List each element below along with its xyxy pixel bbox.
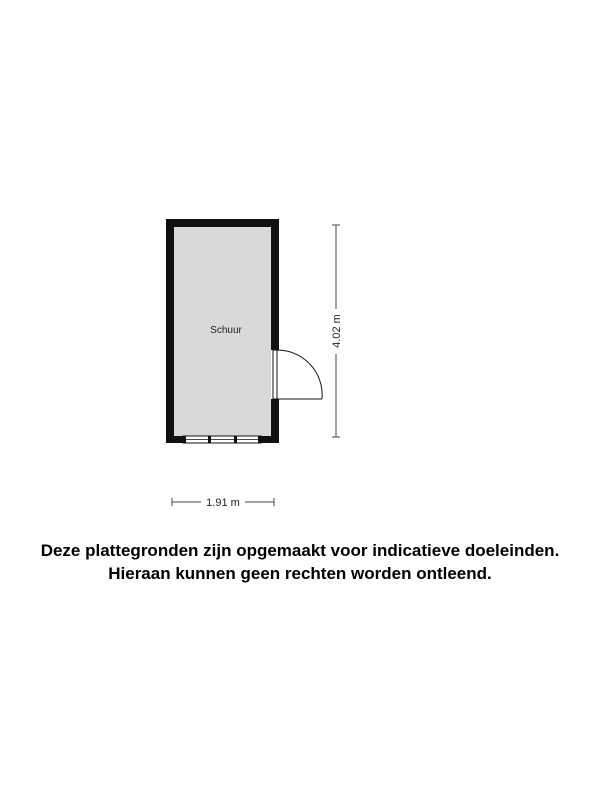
disclaimer-line-1: Deze plattegronden zijn opgemaakt voor indicatieve doeleinden. — [40, 541, 560, 560]
height-dimension — [331, 225, 343, 437]
window-bottom — [183, 436, 261, 443]
width-dimension-label: 1.91 m — [206, 497, 240, 509]
disclaimer-line-2: Hieraan kunnen geen rechten worden ontleend. — [108, 564, 492, 583]
room-label: Schuur — [210, 325, 242, 336]
width-dimension — [172, 497, 274, 509]
height-dimension-label: 4.02 m — [331, 314, 343, 348]
door-right — [271, 350, 322, 399]
